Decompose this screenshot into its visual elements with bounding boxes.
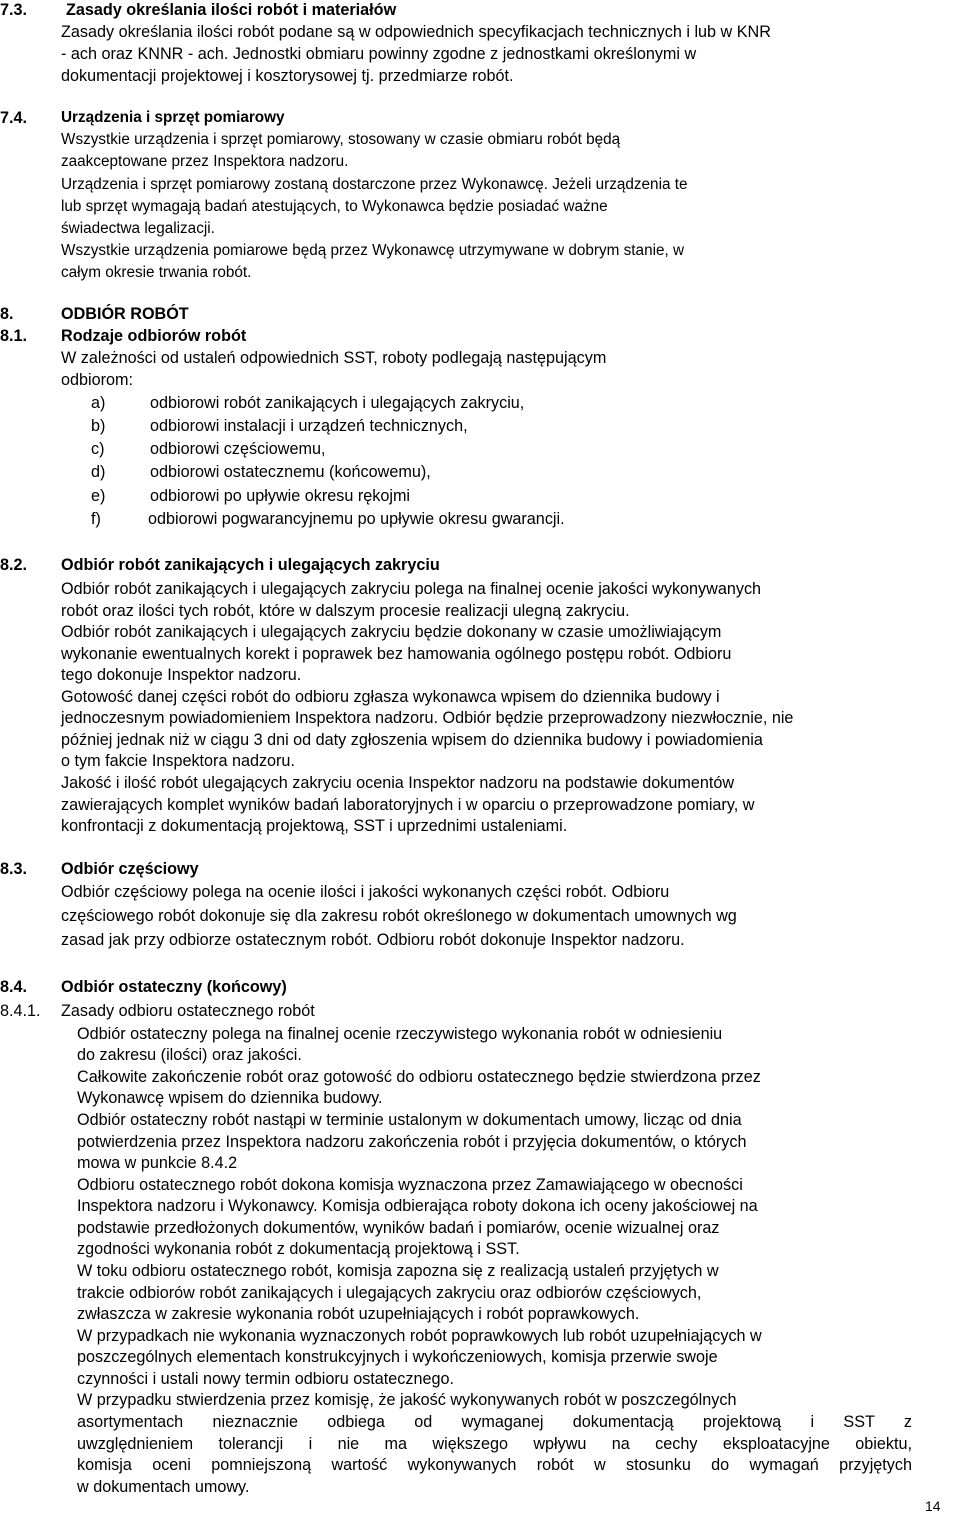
paragraph-line: dokumentacji projektowej i kosztorysowej tj. przedmiarze robót. [61, 67, 514, 85]
paragraph-line: Urządzenia i sprzęt pomiarowy zostaną dostarczone przez Wykonawcę. Jeżeli urządzenia te [61, 176, 688, 193]
section-number: 7.3. [0, 1, 28, 19]
paragraph-line: konfrontacji z dokumentacją projektową, SST i uprzednimi ustaleniami. [61, 817, 568, 835]
list-item: odbiorowi robót zanikających i ulegających zakryciu, [150, 394, 525, 412]
section-number: 8.1. [0, 327, 28, 345]
paragraph-line: Odbiór ostateczny robót nastąpi w terminie ustalonym w dokumentach umowy, licząc od dnia [77, 1111, 742, 1129]
paragraph-line: Całkowite zakończenie robót oraz gotowość do odbioru ostatecznego będzie stwierdzona przez [77, 1068, 761, 1086]
paragraph-line: W przypadku stwierdzenia przez komisję, że jakość wykonywanych robót w poszczególnych [77, 1391, 737, 1409]
chapter-heading: ODBIÓR ROBÓT [61, 305, 189, 323]
section-number: 7.4. [0, 109, 28, 127]
list-marker: a) [91, 394, 106, 412]
paragraph-line: wykonanie ewentualnych korekt i poprawek bez hamowania ogólnego postępu robót. Odbioru [61, 645, 732, 663]
section-heading: Urządzenia i sprzęt pomiarowy [61, 109, 285, 126]
paragraph-line: do zakresu (ilości) oraz jakości. [77, 1046, 302, 1064]
list-item: odbiorowi po upływie okresu rękojmi [150, 487, 411, 505]
paragraph-line: zgodności wykonania robót z dokumentacją projektową i SST. [77, 1240, 520, 1258]
paragraph-line: zasad jak przy odbiorze ostatecznym robót. Odbioru robót dokonuje Inspektor nadzoru. [61, 931, 685, 949]
paragraph-line: W toku odbioru ostatecznego robót, komisja zapozna się z realizacją ustaleń przyjętych w [77, 1262, 719, 1280]
paragraph-line: w dokumentach umowy. [77, 1478, 250, 1496]
paragraph-line: jednoczesnym powiadomieniem Inspektora nadzoru. Odbiór będzie przeprowadzony niezwłocznie, nie [61, 709, 794, 727]
paragraph-line: zawierających komplet wyników badań laboratoryjnych i w oparciu o przeprowadzone pomiary, w [61, 796, 755, 814]
page-number: 14 [925, 1498, 941, 1514]
paragraph-line: Odbioru ostatecznego robót dokona komisja wyznaczona przez Zamawiającego w obecności [77, 1176, 743, 1194]
paragraph-line: zaakceptowane przez Inspektora nadzoru. [61, 153, 349, 170]
paragraph-line: - ach oraz KNNR - ach. Jednostki obmiaru powinny zgodne z jednostkami określonymi w [61, 45, 697, 63]
list-item: odbiorowi instalacji i urządzeń technicznych, [150, 417, 468, 435]
list-item: odbiorowi ostatecznemu (końcowemu), [150, 463, 431, 481]
paragraph-line: Odbiór robót zanikających i ulegających zakryciu polega na finalnej ocenie jakości wykonywanych [61, 580, 762, 598]
list-marker: c) [91, 440, 105, 458]
paragraph-line: potwierdzenia przez Inspektora nadzoru zakończenia robót i przyjęcia dokumentów, o których [77, 1133, 747, 1151]
section-heading: Odbiór robót zanikających i ulegających zakryciu [61, 556, 440, 574]
section-number: 8.2. [0, 556, 28, 574]
paragraph-line: podstawie przedłożonych dokumentów, wyników badań i pomiarów, ocenie wizualnej oraz [77, 1219, 720, 1237]
paragraph-line: poszczególnych elementach konstrukcyjnych i wykończeniowych, komisja przerwie swoje [77, 1348, 718, 1366]
section-number: 8. [0, 305, 14, 323]
list-item: odbiorowi pogwarancyjnemu po upływie okresu gwarancji. [148, 510, 565, 528]
list-marker: b) [91, 417, 106, 435]
paragraph-line: mowa w punkcie 8.4.2 [77, 1154, 238, 1172]
paragraph-line: uwzględnieniem tolerancji i nie ma większego wpływu na cechy eksploatacyjne obiektu, [77, 1435, 912, 1453]
paragraph-line: zwłaszcza w zakresie wykonania robót uzupełniających i robót poprawkowych. [77, 1305, 640, 1323]
paragraph-line: W przypadkach nie wykonania wyznaczonych robót poprawkowych lub robót uzupełniających w [77, 1327, 762, 1345]
paragraph-line: czynności i ustali nowy termin odbioru ostatecznego. [77, 1370, 454, 1388]
paragraph-line: całym okresie trwania robót. [61, 264, 252, 281]
paragraph-line: Zasady określania ilości robót podane są w odpowiednich specyfikacjach technicznych i lub w KNR [61, 23, 771, 41]
paragraph-line: Wszystkie urządzenia i sprzęt pomiarowy, stosowany w czasie obmiaru robót będą [61, 131, 621, 148]
list-marker: f) [91, 510, 101, 528]
section-heading: Odbiór częściowy [61, 860, 199, 878]
paragraph-line: Gotowość danej części robót do odbioru zgłasza wykonawca wpisem do dziennika budowy i [61, 688, 720, 706]
section-heading: Zasady określania ilości robót i materiałów [66, 1, 397, 19]
paragraph-line: o tym fakcie Inspektora nadzoru. [61, 752, 295, 770]
paragraph-line: komisja oceni pomniejszoną wartość wykonywanych robót w stosunku do wymagań przyjętych [77, 1456, 912, 1474]
paragraph-line: Inspektora nadzoru i Wykonawcy. Komisja odbierająca roboty dokona ich oceny jakościowej na [77, 1197, 758, 1215]
paragraph-line: Odbiór robót zanikających i ulegających zakryciu będzie dokonany w czasie umożliwiającym [61, 623, 722, 641]
paragraph-line: Odbiór częściowy polega na ocenie ilości i jakości wykonanych części robót. Odbioru [61, 883, 670, 901]
paragraph-line: W zależności od ustaleń odpowiednich SST, roboty podlegają następującym [61, 349, 607, 367]
subsection-heading: Zasady odbioru ostatecznego robót [61, 1002, 315, 1020]
section-heading: Odbiór ostateczny (końcowy) [61, 978, 287, 996]
list-marker: e) [91, 487, 106, 505]
paragraph-line: odbiorom: [61, 371, 133, 389]
paragraph-line: Wszystkie urządzenia pomiarowe będą przez Wykonawcę utrzymywane w dobrym stanie, w [61, 242, 685, 259]
paragraph-line: trakcie odbiorów robót zanikających i ulegających zakryciu oraz odbiorów częściowych, [77, 1284, 702, 1302]
paragraph-line: częściowego robót dokonuje się dla zakresu robót określonego w dokumentach umownych wg [61, 907, 737, 925]
paragraph-line: asortymentach nieznacznie odbiega od wymaganej dokumentacją projektową i SST z [77, 1413, 912, 1431]
list-item: odbiorowi częściowemu, [150, 440, 326, 458]
paragraph-line: Wykonawcę wpisem do dziennika budowy. [77, 1089, 383, 1107]
section-number: 8.4. [0, 978, 28, 996]
paragraph-line: robót oraz ilości tych robót, które w dalszym procesie realizacji ulegną zakryciu. [61, 602, 630, 620]
paragraph-line: lub sprzęt wymagają badań atestujących, to Wykonawca będzie posiadać ważne [61, 198, 608, 215]
list-marker: d) [91, 463, 106, 481]
paragraph-line: tego dokonuje Inspektor nadzoru. [61, 666, 302, 684]
paragraph-line: Odbiór ostateczny polega na finalnej ocenie rzeczywistego wykonania robót w odniesieniu [77, 1025, 723, 1043]
section-heading: Rodzaje odbiorów robót [61, 327, 247, 345]
subsection-number: 8.4.1. [0, 1002, 41, 1020]
paragraph-line: później jednak niż w ciągu 3 dni od daty zgłoszenia wpisem do dziennika budowy i powiadomienia [61, 731, 763, 749]
paragraph-line: świadectwa legalizacji. [61, 220, 215, 237]
paragraph-line: Jakość i ilość robót ulegających zakryciu ocenia Inspektor nadzoru na podstawie dokumentów [61, 774, 735, 792]
section-number: 8.3. [0, 860, 28, 878]
